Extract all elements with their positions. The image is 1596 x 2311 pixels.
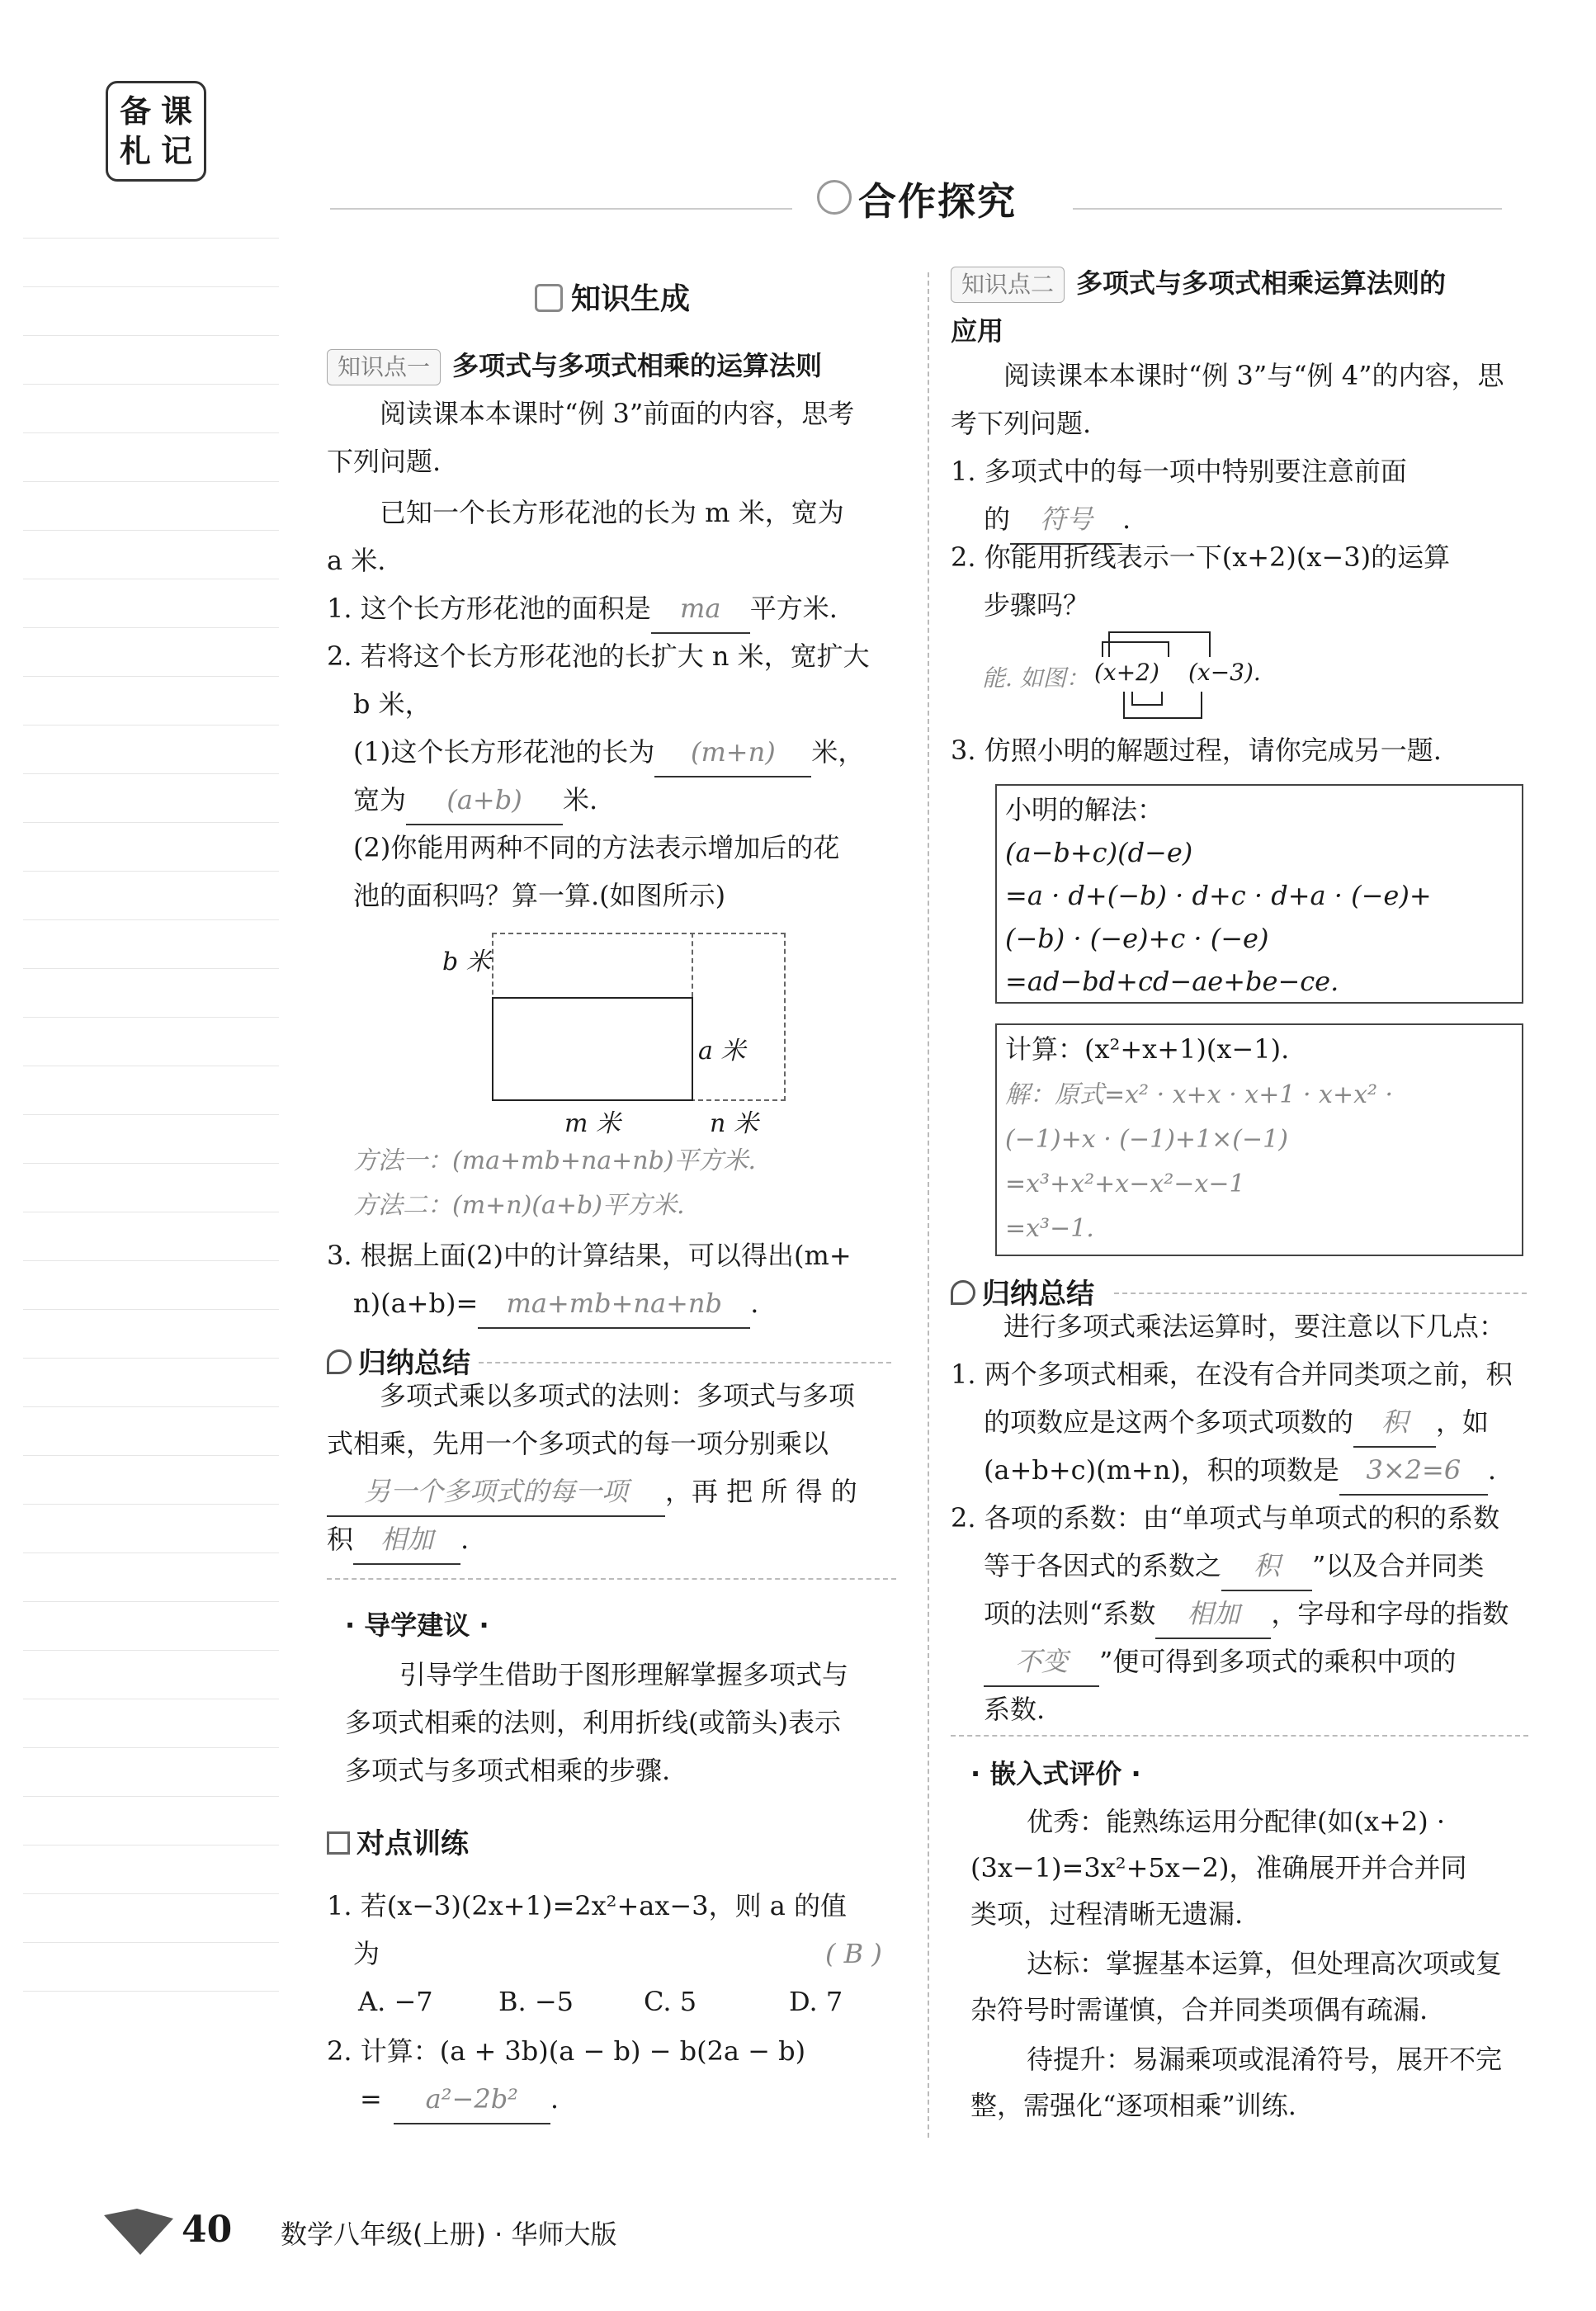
summary-heading: 归纳总结 — [951, 1271, 1094, 1311]
question-3: 3. 仿照小明的解题过程，请你完成另一题. — [951, 735, 1442, 766]
label-a: a 米 — [698, 1037, 746, 1066]
intro-line: 阅读课本本课时“例 3”与“例 4”的内容，思 — [1003, 360, 1504, 391]
question-2-1: (1)这个长方形花池的长为 (m+n) 米， — [353, 728, 864, 777]
practice-answer-line: (−1)+x · (−1)+1×(−1) — [1005, 1125, 1288, 1154]
label-n: n 米 — [710, 1109, 758, 1138]
answer-blank: 相加 — [1155, 1590, 1271, 1639]
question-2: 2. 若将这个长方形花池的长扩大 n 米，宽扩大 — [327, 640, 870, 672]
evaluation-line: 达标：掌握基本运算，但处理高次项或复 — [1027, 1948, 1503, 1979]
answer-blank: 积 — [1221, 1542, 1312, 1591]
answer-blank: 积 — [1353, 1398, 1436, 1448]
practice-box — [995, 1023, 1523, 1256]
xiaoming-solution-box — [995, 784, 1523, 1004]
area-figure — [429, 924, 875, 1138]
summary-rule — [1114, 1293, 1527, 1294]
question-2: b 米， — [353, 688, 432, 720]
answer-blank: 符号 — [1010, 495, 1122, 545]
evaluation-line: (3x−1)=3x²+5x−2)，准确展开并合并同 — [970, 1852, 1467, 1883]
practice-answer-line: 解：原式=x² · x+x · x+1 · x+x² · — [1005, 1080, 1394, 1109]
answer-blank: (m+n) — [654, 728, 811, 777]
column-divider — [928, 272, 929, 2138]
drill-2: 2. 计算：(a + 3b)(a − b) − b(2a − b) — [327, 2035, 806, 2067]
multiplication-arrows-figure — [979, 626, 1292, 725]
guide-line: 多项式相乘的法则，利用折线(或箭头)表示 — [345, 1707, 841, 1738]
answer-label: 能. 如图： — [982, 664, 1089, 692]
summary-line: 另一个多项式的每一项 ，再 把 所 得 的 — [327, 1467, 857, 1517]
question-1: 1. 这个长方形花池的面积是 ma 平方米. — [327, 584, 838, 634]
drill-1: 为 — [353, 1938, 380, 1969]
evaluation-line: 整，需强化“逐项相乘”训练. — [970, 2090, 1296, 2121]
drill-1-option-d: D. 7 — [789, 1986, 843, 2017]
question-2: 2. 你能用折线表示一下(x+2)(x−3)的运算 — [951, 541, 1451, 573]
evaluation-line: 优秀：能熟练运用分配律(如(x+2) · — [1027, 1806, 1446, 1837]
drill-1-answer: ( B ) — [825, 1938, 882, 1969]
answer-blank: a²−2b² — [394, 2075, 550, 2124]
kp1-tag: 知识点一 — [327, 349, 441, 385]
summary-point-2: 项的法则“系数 相加 ，字母和字母的指数 — [984, 1590, 1509, 1639]
kp1-header — [327, 342, 822, 390]
solution-line: =ad−bd+cd−ae+be−ce. — [1005, 966, 1339, 997]
title-icon — [817, 180, 852, 215]
summary-point-2: 系数. — [984, 1694, 1046, 1725]
summary-line: 多项式乘以多项式的法则：多项式与多项 — [380, 1380, 856, 1411]
lesson-notes-badge: 备 课 札 记 — [106, 81, 206, 182]
pencil-icon — [327, 1349, 352, 1374]
summary-end-rule — [327, 1578, 896, 1580]
title-rule-right — [1073, 208, 1502, 210]
evaluation-line: 类项，过程清晰无遗漏. — [970, 1898, 1244, 1930]
summary-line: 积 相加 . — [327, 1515, 469, 1565]
evaluation-line: 杂符号时需谨慎，合并同类项偶有疏漏. — [970, 1994, 1428, 2025]
solution-line: 小明的解法： — [1005, 794, 1164, 825]
drill-heading: 对点训练 — [327, 1821, 469, 1861]
solution-line: (−b) · (−e)+c · (−e) — [1005, 923, 1269, 954]
known-line: a 米. — [327, 545, 386, 576]
method-1: 方法一：(ma+mb+na+nb)平方米. — [353, 1146, 757, 1175]
answer-blank: (a+b) — [406, 776, 563, 825]
question-2-2: (2)你能用两种不同的方法表示增加后的花 — [353, 832, 840, 863]
label-m: m 米 — [564, 1109, 621, 1138]
method-2: 方法二：(m+n)(a+b)平方米. — [353, 1191, 685, 1220]
drill-1-option-c: C. 5 — [644, 1986, 697, 2017]
question-2-1b: 宽为 (a+b) 米. — [353, 776, 597, 825]
intro-line: 阅读课本本课时“例 3”前面的内容，思考 — [380, 398, 855, 429]
page-number: 40 — [182, 2209, 233, 2251]
kp2-header — [951, 259, 1446, 307]
factor-1: (x+2) — [1094, 659, 1159, 686]
title-rule-left — [330, 208, 792, 210]
answer-blank: 3×2=6 — [1339, 1446, 1488, 1496]
intro-line: 下列问题. — [327, 446, 441, 477]
kp2-tag: 知识点二 — [951, 267, 1065, 303]
summary-heading: 归纳总结 — [327, 1340, 470, 1381]
kp2-title: 应用 — [951, 315, 1004, 347]
label-b: b 米 — [442, 948, 491, 976]
summary-point-2: 2. 各项的系数：由“单项式与单项式的积的系数 — [951, 1502, 1500, 1534]
practice-answer-line: =x³+x²+x−x²−x−1 — [1005, 1170, 1245, 1198]
evaluation-heading: · 嵌入式评价 · — [970, 1758, 1141, 1789]
intro-line: 考下列问题. — [951, 408, 1092, 439]
solution-line: =a · d+(−b) · d+c · d+a · (−e)+ — [1005, 880, 1432, 911]
drill-1-option-a: A. −7 — [358, 1986, 433, 2017]
answer-blank: 另一个多项式的每一项 — [327, 1467, 665, 1517]
figure-divider — [692, 933, 693, 997]
guide-heading: · 导学建议 · — [345, 1609, 489, 1641]
summary-intro: 进行多项式乘法运算时，要注意以下几点： — [1003, 1311, 1506, 1342]
question-1: 的 符号 . — [984, 495, 1131, 545]
question-1: 1. 多项式中的每一项中特别要注意前面 — [951, 456, 1407, 487]
arrow-icon — [1094, 626, 1259, 725]
page-corner-icon — [104, 2202, 173, 2255]
known-line: 已知一个长方形花池的长为 m 米，宽为 — [380, 497, 844, 528]
practice-answer-line: =x³−1. — [1005, 1214, 1094, 1243]
checkmark-icon — [327, 1831, 350, 1855]
answer-blank: 不变 — [984, 1638, 1099, 1687]
drill-2: = a²−2b² . — [360, 2075, 559, 2124]
drill-1-option-b: B. −5 — [498, 1986, 574, 2017]
answer-blank: ma — [651, 584, 750, 634]
book-title: 数学八年级(上册) · 华师大版 — [281, 2219, 617, 2250]
notes-margin — [23, 190, 279, 2105]
solution-line: (a−b+c)(d−e) — [1005, 837, 1193, 868]
guide-line: 引导学生借助于图形理解掌握多项式与 — [399, 1659, 849, 1690]
pencil-icon — [951, 1280, 975, 1305]
summary-point-1: 1. 两个多项式相乘，在没有合并同类项之前，积 — [951, 1359, 1513, 1390]
summary-line: 式相乘，先用一个多项式的每一项分别乘以 — [327, 1428, 829, 1459]
book-icon — [535, 284, 563, 312]
question-3: 3. 根据上面(2)中的计算结果，可以得出(m+ — [327, 1240, 852, 1271]
summary-rule — [479, 1362, 891, 1363]
drill-1: 1. 若(x−3)(2x+1)=2x²+ax−3，则 a 的值 — [327, 1890, 848, 1921]
question-2: 步骤吗？ — [984, 589, 1090, 621]
summary-point-2: 不变 ”便可得到多项式的乘积中项的 — [984, 1638, 1456, 1687]
knowledge-heading: 知识生成 — [535, 276, 690, 324]
question-3: n)(a+b)= ma+mb+na+nb . — [353, 1279, 758, 1329]
evaluation-line: 待提升：易漏乘项或混淆符号，展开不完 — [1027, 2044, 1503, 2075]
guide-line: 多项式与多项式相乘的步骤. — [345, 1755, 671, 1786]
figure-original-rect — [492, 997, 693, 1101]
kp2-title: 多项式与多项式相乘运算法则的 — [1076, 267, 1447, 299]
practice-question: 计算：(x²+x+1)(x−1). — [1005, 1033, 1290, 1065]
factor-2: (x−3). — [1188, 659, 1261, 686]
summary-end-rule — [951, 1735, 1528, 1737]
question-2-2: 池的面积吗？算一算.(如图所示) — [353, 880, 726, 911]
summary-point-2: 等于各因式的系数之 积 ”以及合并同类 — [984, 1542, 1484, 1591]
answer-blank: ma+mb+na+nb — [478, 1279, 750, 1329]
summary-point-1: (a+b+c)(m+n)，积的项数是 3×2=6 . — [984, 1446, 1496, 1496]
summary-point-1: 的项数应是这两个多项式项数的 积 ，如 — [984, 1398, 1489, 1448]
section-title: 合作探究 — [858, 179, 1017, 224]
answer-blank: 相加 — [353, 1515, 460, 1565]
kp1-title: 多项式与多项式相乘的运算法则 — [452, 350, 823, 381]
